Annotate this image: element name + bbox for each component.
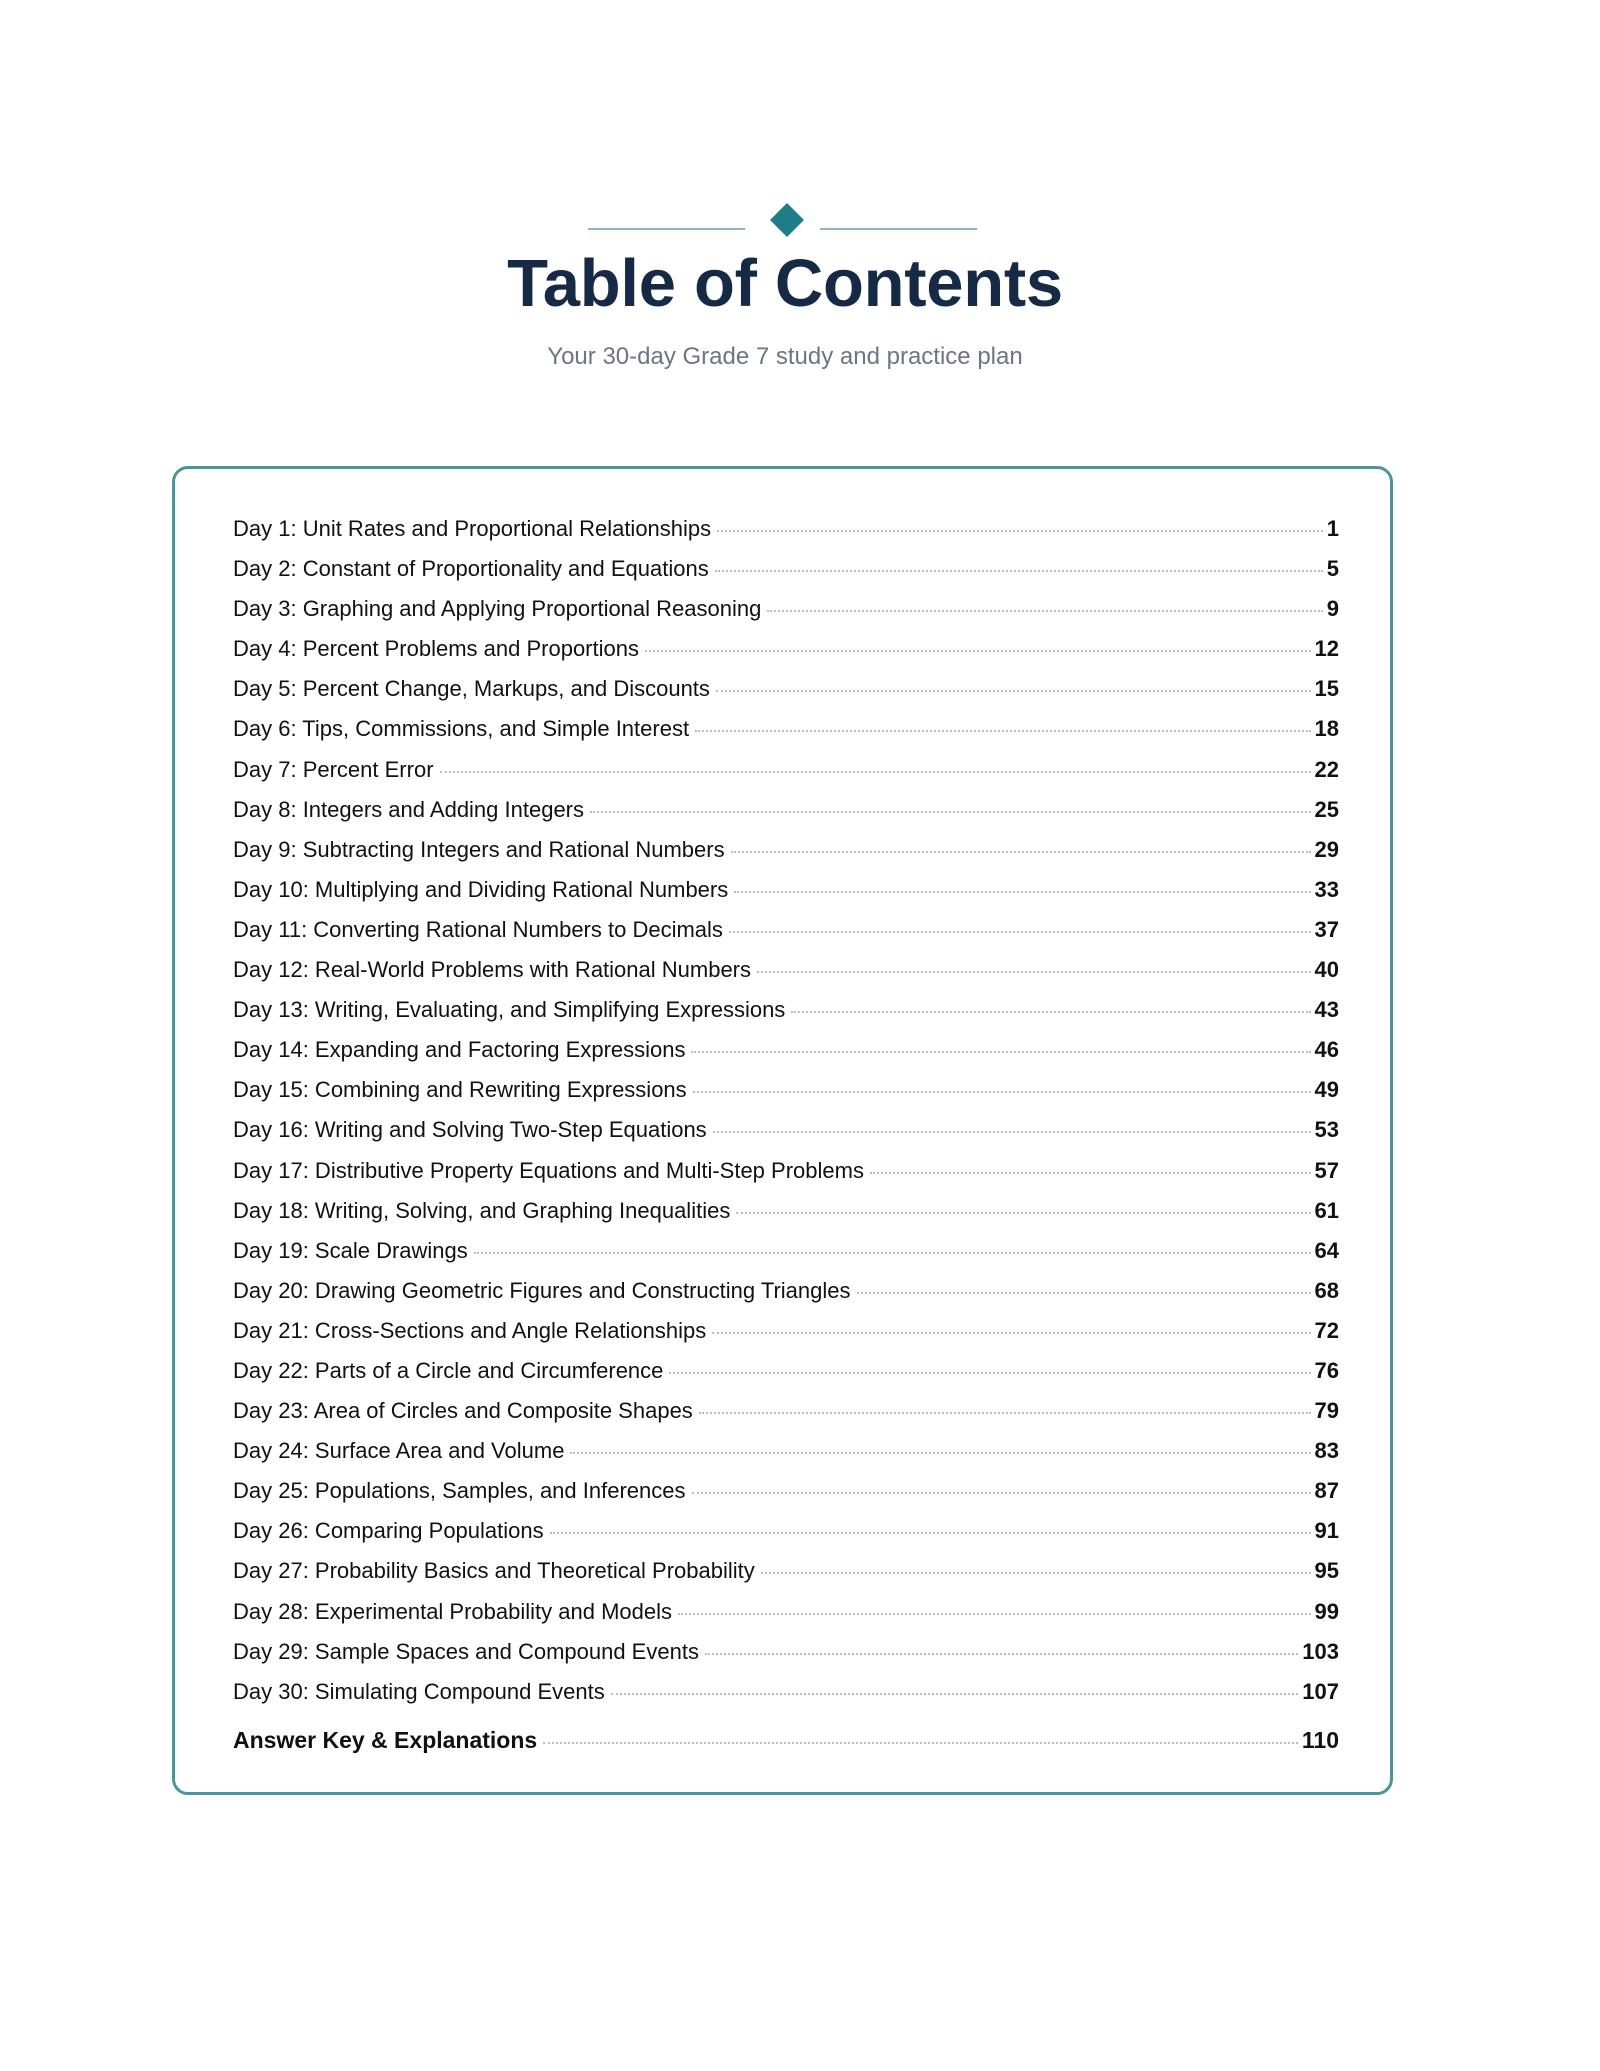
toc-entry[interactable] (233, 1110, 1339, 1150)
dot-leader (857, 1292, 1311, 1294)
dot-leader (550, 1532, 1311, 1534)
toc-entry[interactable] (233, 950, 1339, 990)
toc-entry-page: 1 (1326, 516, 1339, 541)
toc-entry-label: Day 26: Comparing Populations (233, 1518, 544, 1544)
toc-entry[interactable] (233, 1431, 1339, 1471)
toc-entry-page: 25 (1314, 796, 1339, 822)
toc-entry-page: 87 (1314, 1478, 1339, 1504)
title-ornament (0, 200, 1600, 240)
dot-leader (767, 610, 1322, 612)
dot-leader (757, 971, 1311, 973)
dot-leader (717, 530, 1323, 532)
toc-entry-page: 12 (1314, 636, 1339, 662)
toc-entry-page: 40 (1314, 957, 1339, 983)
toc-entry-label: Day 22: Parts of a Circle and Circumference (233, 1357, 664, 1383)
toc-entry-label: Day 14: Expanding and Factoring Expressions (233, 1037, 686, 1063)
dot-leader (734, 891, 1310, 893)
dot-leader (440, 771, 1311, 773)
toc-entry-label: Day 5: Percent Change, Markups, and Discounts (233, 676, 710, 702)
dot-leader (611, 1693, 1299, 1695)
toc-entry-page: 103 (1302, 1638, 1339, 1664)
dot-leader (761, 1572, 1311, 1574)
toc-panel (172, 466, 1393, 1795)
dot-leader (731, 851, 1311, 853)
toc-entry[interactable] (233, 830, 1339, 870)
page-title: Table of Contents (507, 246, 1063, 321)
toc-entry-page: 33 (1314, 876, 1339, 902)
toc-entry-label: Day 4: Percent Problems and Proportions (233, 636, 639, 662)
toc-entry-label: Day 19: Scale Drawings (233, 1237, 468, 1263)
toc-entry[interactable] (233, 1551, 1339, 1591)
dot-leader (705, 1653, 1298, 1655)
toc-entry-label: Day 28: Experimental Probability and Models (233, 1598, 673, 1624)
toc-entry-page: 79 (1314, 1398, 1339, 1424)
ornament-line-right (820, 228, 977, 230)
page-subtitle: Your 30-day Grade 7 study and practice plan (547, 343, 1023, 370)
toc-entry[interactable] (233, 1191, 1339, 1231)
toc-entry[interactable] (233, 790, 1339, 830)
toc-entry-page: 46 (1314, 1037, 1339, 1063)
dot-leader (870, 1172, 1311, 1174)
dot-leader (791, 1011, 1310, 1013)
toc-entry[interactable] (233, 750, 1339, 790)
toc-entry-page: 72 (1314, 1317, 1339, 1343)
toc-entry[interactable] (233, 589, 1339, 629)
toc-entry[interactable] (233, 870, 1339, 910)
dot-leader (712, 1332, 1310, 1334)
toc-entry[interactable] (233, 709, 1339, 749)
toc-entry-label: Day 6: Tips, Commissions, and Simple Interest (233, 716, 690, 742)
toc-entry-label: Day 17: Distributive Property Equations and Multi-Step Problems (233, 1157, 864, 1183)
dot-leader (699, 1412, 1311, 1414)
dot-leader (590, 811, 1311, 813)
toc-entry-page: 29 (1314, 836, 1339, 862)
toc-entry[interactable] (233, 1351, 1339, 1391)
toc-entry-label: Day 15: Combining and Rewriting Expressions (233, 1077, 687, 1103)
toc-entry-page: 5 (1326, 556, 1339, 582)
toc-entry-label: Day 23: Area of Circles and Composite Shapes (233, 1398, 693, 1424)
toc-entry[interactable] (233, 669, 1339, 709)
toc-entry-label: Day 2: Constant of Proportionality and Equations (233, 556, 709, 582)
toc-entry[interactable] (233, 1592, 1339, 1632)
toc-entry-label: Day 8: Integers and Adding Integers (233, 796, 585, 822)
dot-leader (716, 690, 1311, 692)
toc-entry-label: Day 13: Writing, Evaluating, and Simplifying Expressions (233, 997, 786, 1023)
toc-entry-label: Day 29: Sample Spaces and Compound Events (233, 1638, 699, 1664)
toc-entry[interactable] (233, 1311, 1339, 1351)
toc-entry-page: 9 (1326, 596, 1339, 622)
toc-entry-page: 57 (1314, 1157, 1339, 1183)
dot-leader (691, 1051, 1310, 1053)
toc-entry-page: 15 (1314, 676, 1339, 702)
toc-entry[interactable] (233, 629, 1339, 669)
toc-entry[interactable] (233, 1231, 1339, 1271)
toc-entry[interactable] (233, 1632, 1339, 1672)
ornament-line-left (588, 228, 745, 230)
toc-entry-page: 110 (1301, 1726, 1339, 1753)
toc-entry[interactable] (233, 990, 1339, 1030)
dot-leader (645, 650, 1311, 652)
toc-entry-page: 61 (1314, 1197, 1339, 1223)
dot-leader (729, 931, 1311, 933)
toc-entry[interactable] (233, 549, 1339, 589)
toc-entry[interactable] (233, 1391, 1339, 1431)
dot-leader (695, 730, 1310, 732)
toc-entry-label: Day 30: Simulating Compound Events (233, 1678, 605, 1704)
toc-entry[interactable] (233, 910, 1339, 950)
toc-entry-page: 107 (1302, 1678, 1339, 1704)
toc-entry-page: 76 (1314, 1357, 1339, 1383)
toc-entry-label: Day 27: Probability Basics and Theoretical Probability (233, 1558, 755, 1584)
toc-entry-label: Day 9: Subtracting Integers and Rational Numbers (233, 836, 725, 862)
toc-entry-label: Day 18: Writing, Solving, and Graphing Inequalities (233, 1197, 731, 1223)
toc-entry-page: 83 (1314, 1438, 1339, 1464)
toc-entry-page: 43 (1314, 997, 1339, 1023)
dot-leader (713, 1131, 1311, 1133)
toc-entry[interactable] (233, 1511, 1339, 1551)
diamond-icon (770, 203, 804, 237)
dot-leader (543, 1742, 1298, 1744)
toc-entry-label: Day 7: Percent Error (233, 756, 434, 782)
dot-leader (715, 570, 1323, 572)
toc-entry-label: Day 16: Writing and Solving Two-Step Equations (233, 1117, 707, 1143)
toc-entry-label: Answer Key & Explanations (233, 1726, 538, 1753)
dot-leader (570, 1452, 1310, 1454)
toc-entry-label: Day 11: Converting Rational Numbers to Decimals (233, 916, 723, 942)
dot-leader (736, 1212, 1310, 1214)
toc-entry-page: 22 (1314, 756, 1339, 782)
toc-entry-label: Day 10: Multiplying and Dividing Rational Numbers (233, 876, 729, 902)
toc-entry-page: 37 (1314, 916, 1339, 942)
toc-entry-page: 53 (1314, 1117, 1339, 1143)
toc-entry[interactable] (233, 1070, 1339, 1110)
toc-entry[interactable] (233, 1151, 1339, 1191)
toc-entry-label: Day 21: Cross-Sections and Angle Relationships (233, 1317, 707, 1343)
toc-entry-label: Day 1: Unit Rates and Proportional Relationships (233, 516, 712, 541)
toc-entry-page: 91 (1314, 1518, 1339, 1544)
toc-entry-label: Day 24: Surface Area and Volume (233, 1438, 565, 1464)
dot-leader (692, 1492, 1311, 1494)
toc-entry-page: 95 (1314, 1558, 1339, 1584)
dot-leader (669, 1372, 1310, 1374)
toc-entry-page: 99 (1314, 1598, 1339, 1624)
toc-entry-label: Day 3: Graphing and Applying Proportional Reasoning (233, 596, 762, 622)
dot-leader (693, 1091, 1311, 1093)
toc-entry-page: 49 (1314, 1077, 1339, 1103)
dot-leader (678, 1613, 1311, 1615)
toc-entry[interactable] (233, 1672, 1339, 1712)
toc-entry-page: 68 (1314, 1277, 1339, 1303)
toc-entry-answer-key[interactable] (233, 1720, 1339, 1760)
toc-entry-page: 64 (1314, 1237, 1339, 1263)
toc-entry-page: 18 (1314, 716, 1339, 742)
toc-entry-label: Day 25: Populations, Samples, and Inferences (233, 1478, 686, 1504)
dot-leader (474, 1252, 1311, 1254)
toc-entry[interactable] (233, 509, 1339, 549)
toc-entry-label: Day 20: Drawing Geometric Figures and Constructing Triangles (233, 1277, 851, 1303)
toc-list (233, 509, 1339, 1760)
toc-entry-label: Day 12: Real-World Problems with Rational Numbers (233, 957, 752, 983)
toc-entry[interactable] (233, 1271, 1339, 1311)
toc-entry[interactable] (233, 1030, 1339, 1070)
toc-entry[interactable] (233, 1471, 1339, 1511)
